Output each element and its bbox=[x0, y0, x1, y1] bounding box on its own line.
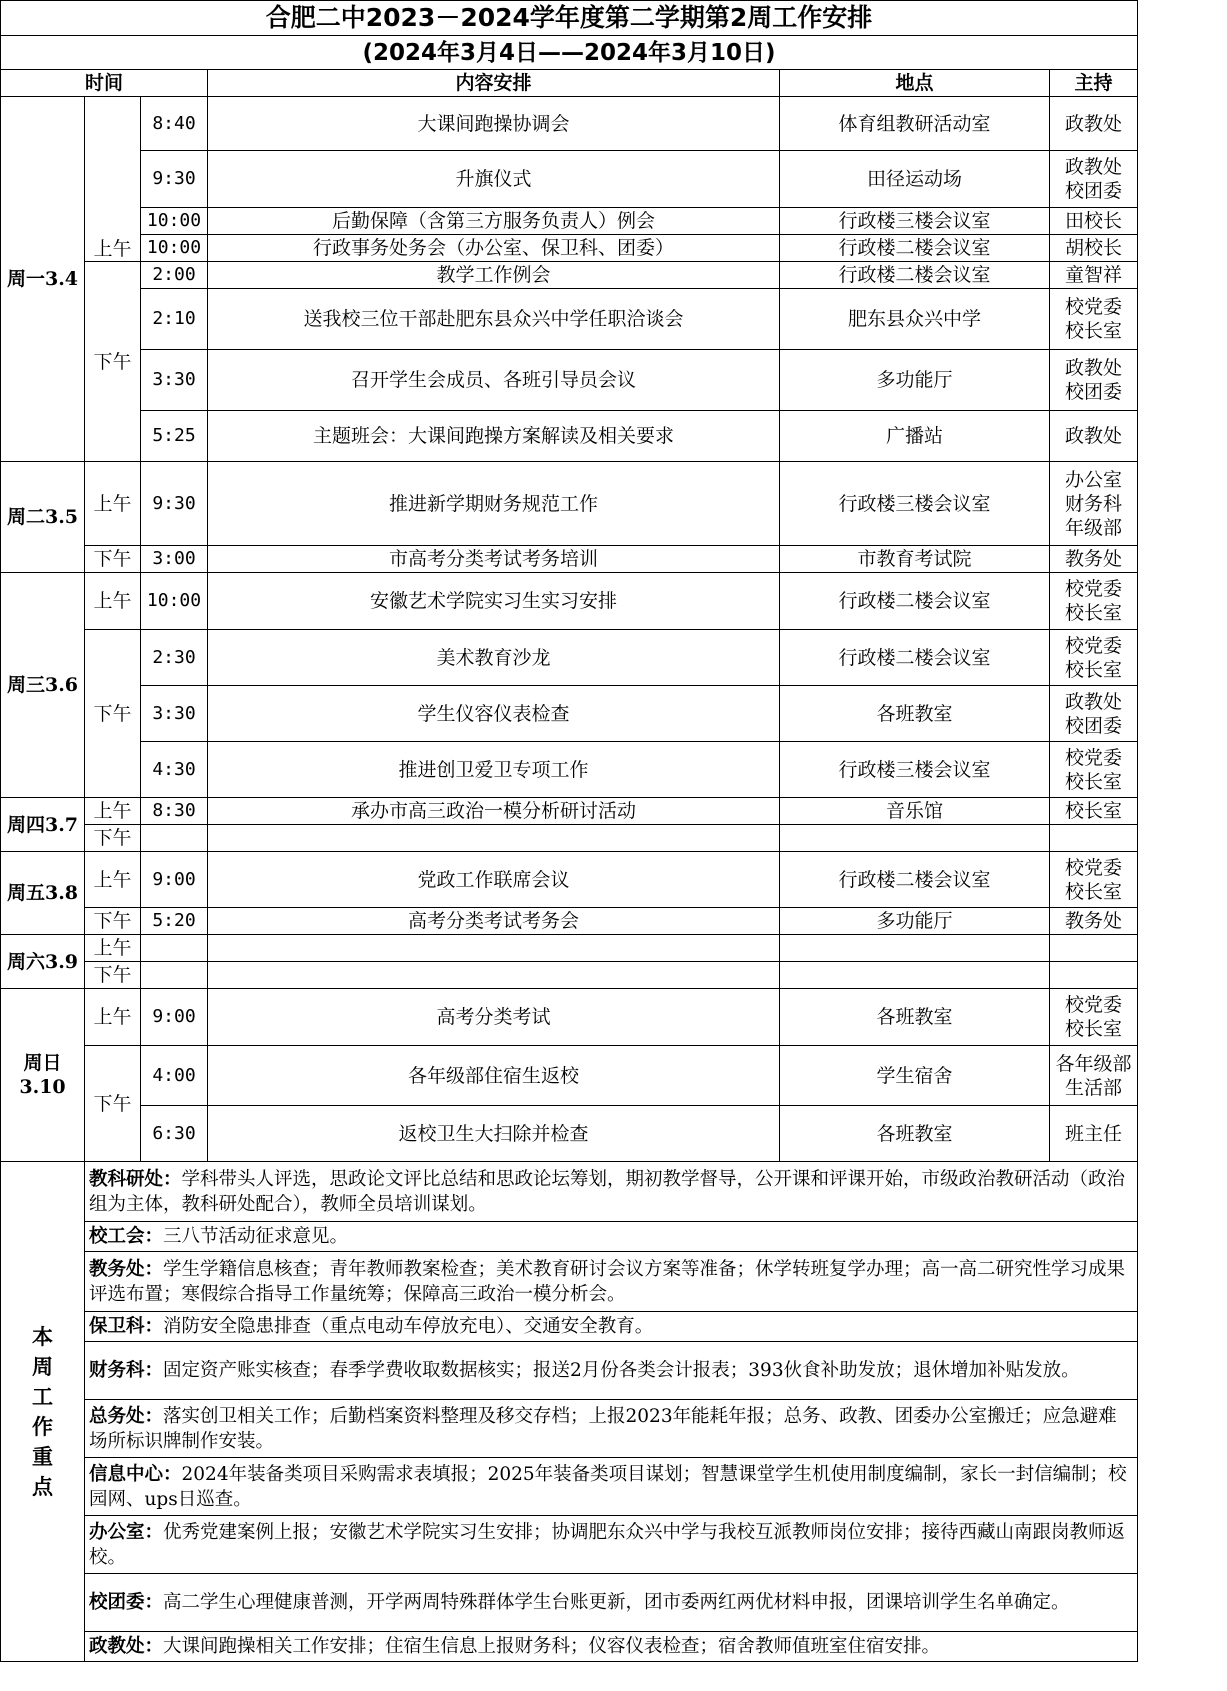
page-title: 合肥二中2023－2024学年度第二学期第2周工作安排 bbox=[1, 1, 1138, 36]
table-row bbox=[1, 686, 1227, 742]
focus-dept: 保卫科： bbox=[89, 1316, 164, 1337]
cell-place: 行政楼二楼会议室 bbox=[780, 852, 1050, 908]
cell-content: 送我校三位干部赴肥东县众兴中学任职洽谈会 bbox=[208, 289, 780, 350]
focus-row bbox=[1, 1632, 1227, 1662]
period-pm: 下午 bbox=[85, 825, 141, 852]
cell-host: 胡校长 bbox=[1050, 235, 1138, 262]
cell-host: 童智祥 bbox=[1050, 262, 1138, 289]
focus-item bbox=[85, 1222, 1138, 1252]
focus-text: 学科带头人评选，思政论文评比总结和思政论坛筹划，期初教学督导，公开课和评课开始，市级政治教研活动（政治组为主体，教科研处配合），教师全员培训谋划。 bbox=[89, 1168, 1126, 1215]
focus-dept: 教科研处： bbox=[89, 1168, 182, 1190]
cell-host: 班主任 bbox=[1050, 1106, 1138, 1162]
cell-host: 各年级部 生活部 bbox=[1050, 1046, 1138, 1106]
cell-host: 校党委 校长室 bbox=[1050, 630, 1138, 686]
focus-row bbox=[1, 1312, 1227, 1342]
cell-place: 田径运动场 bbox=[780, 151, 1050, 208]
cell-content: 教学工作例会 bbox=[208, 262, 780, 289]
focus-row bbox=[1, 1516, 1227, 1574]
focus-item bbox=[85, 1458, 1138, 1516]
cell-time: 9:00 bbox=[141, 852, 208, 908]
day-label: 周五3.8 bbox=[1, 852, 85, 935]
cell-host: 校长室 bbox=[1050, 798, 1138, 825]
table-row bbox=[1, 573, 1227, 630]
focus-item bbox=[85, 1574, 1138, 1632]
period-am: 上午 bbox=[85, 852, 141, 908]
cell-place: 市教育考试院 bbox=[780, 546, 1050, 573]
cell-host: 教务处 bbox=[1050, 546, 1138, 573]
focus-text: 固定资产账实核查；春季学费收取数据核实；报送2月份各类会计报表；393伙食补助发放；退休增加补贴发放。 bbox=[163, 1360, 1080, 1381]
cell-time: 4:00 bbox=[141, 1046, 208, 1106]
focus-row bbox=[1, 1342, 1227, 1400]
cell-content: 市高考分类考试考务培训 bbox=[208, 546, 780, 573]
table-row bbox=[1, 262, 1227, 289]
focus-dept: 校团委： bbox=[89, 1592, 164, 1613]
cell-content: 推进创卫爱卫专项工作 bbox=[208, 742, 780, 798]
cell-time: 3:30 bbox=[141, 686, 208, 742]
cell-host: 校党委 校长室 bbox=[1050, 852, 1138, 908]
focus-dept: 财务科： bbox=[89, 1360, 164, 1381]
cell-time: 8:30 bbox=[141, 798, 208, 825]
header-place: 地点 bbox=[780, 70, 1050, 97]
cell-place: 广播站 bbox=[780, 411, 1050, 462]
cell-time: 4:30 bbox=[141, 742, 208, 798]
cell-host: 田校长 bbox=[1050, 208, 1138, 235]
focus-item bbox=[85, 1632, 1138, 1662]
period-am: 上午 bbox=[85, 573, 141, 630]
cell-place: 行政楼三楼会议室 bbox=[780, 208, 1050, 235]
cell-time: 2:30 bbox=[141, 630, 208, 686]
period-am: 上午 bbox=[85, 798, 141, 825]
cell-content: 主题班会：大课间跑操方案解读及相关要求 bbox=[208, 411, 780, 462]
cell-content: 各年级部住宿生返校 bbox=[208, 1046, 780, 1106]
table-row bbox=[1, 989, 1227, 1046]
focus-item bbox=[85, 1342, 1138, 1400]
table-row bbox=[1, 411, 1227, 462]
cell-host: 政教处 bbox=[1050, 411, 1138, 462]
cell-place: 音乐馆 bbox=[780, 798, 1050, 825]
cell-content: 后勤保障（含第三方服务负责人）例会 bbox=[208, 208, 780, 235]
cell-place: 各班教室 bbox=[780, 1106, 1050, 1162]
cell-content: 大课间跑操协调会 bbox=[208, 97, 780, 151]
period-pm: 下午 bbox=[85, 908, 141, 935]
cell-content: 学生仪容仪表检查 bbox=[208, 686, 780, 742]
cell-time: 3:30 bbox=[141, 350, 208, 411]
header-host: 主持 bbox=[1050, 70, 1138, 97]
cell-host: 校党委 校长室 bbox=[1050, 573, 1138, 630]
period-am: 上午 bbox=[85, 989, 141, 1046]
cell-content: 升旗仪式 bbox=[208, 151, 780, 208]
focus-dept: 信息中心： bbox=[89, 1463, 182, 1485]
cell-place: 各班教室 bbox=[780, 989, 1050, 1046]
period-pm: 下午 bbox=[85, 262, 141, 462]
cell-time: 5:25 bbox=[141, 411, 208, 462]
period-pm: 下午 bbox=[85, 962, 141, 989]
table-row bbox=[1, 350, 1227, 411]
cell-time: 9:00 bbox=[141, 989, 208, 1046]
cell-place: 行政楼二楼会议室 bbox=[780, 262, 1050, 289]
cell-time: 8:40 bbox=[141, 97, 208, 151]
cell-host: 校党委 校长室 bbox=[1050, 289, 1138, 350]
table-row bbox=[1, 235, 1227, 262]
cell-host: 政教处 校团委 bbox=[1050, 686, 1138, 742]
cell-place: 行政楼二楼会议室 bbox=[780, 573, 1050, 630]
focus-label: 本 周 工 作 重 点 bbox=[1, 1162, 85, 1662]
focus-item bbox=[85, 1162, 1138, 1222]
day-label: 周一3.4 bbox=[1, 97, 85, 462]
day-label: 周二3.5 bbox=[1, 462, 85, 573]
period-pm: 下午 bbox=[85, 1046, 141, 1162]
focus-row bbox=[1, 1252, 1227, 1312]
table-row bbox=[1, 1106, 1227, 1162]
table-row bbox=[1, 462, 1227, 546]
cell-host: 校党委 校长室 bbox=[1050, 989, 1138, 1046]
cell-time: 10:00 bbox=[141, 573, 208, 630]
focus-dept: 办公室： bbox=[89, 1521, 164, 1543]
focus-text: 优秀党建案例上报；安徽艺术学院实习生安排；协调肥东众兴中学与我校互派教师岗位安排；接待西藏山南跟岗教师返校。 bbox=[89, 1521, 1126, 1568]
cell-content: 推进新学期财务规范工作 bbox=[208, 462, 780, 546]
cell-host: 政教处 bbox=[1050, 97, 1138, 151]
table-row bbox=[1, 852, 1227, 908]
table-row bbox=[1, 151, 1227, 208]
day-label: 周六3.9 bbox=[1, 935, 85, 989]
focus-row bbox=[1, 1222, 1227, 1252]
table-row bbox=[1, 289, 1227, 350]
table-row bbox=[1, 630, 1227, 686]
cell-place: 体育组教研活动室 bbox=[780, 97, 1050, 151]
cell-host: 校党委 校长室 bbox=[1050, 742, 1138, 798]
focus-text: 学生学籍信息核查；青年教师教案检查；美术教育研讨会议方案等准备；休学转班复学办理；高一高二研究性学习成果评选布置；寒假综合指导工作量统筹；保障高三政治一模分析会。 bbox=[89, 1258, 1126, 1305]
cell-place: 行政楼三楼会议室 bbox=[780, 742, 1050, 798]
focus-text: 落实创卫相关工作；后勤档案资料整理及移交存档；上报2023年能耗年报；总务、政教、团委办公室搬迁；应急避难场所标识牌制作安装。 bbox=[89, 1405, 1117, 1452]
focus-text: 三八节活动征求意见。 bbox=[163, 1226, 349, 1247]
cell-time: 5:20 bbox=[141, 908, 208, 935]
focus-dept: 政教处： bbox=[89, 1636, 164, 1657]
day-label: 周四3.7 bbox=[1, 798, 85, 852]
focus-text: 2024年装备类项目采购需求表填报；2025年装备类项目谋划；智慧课堂学生机使用制度编制，家长一封信编制；校园网、ups日巡查。 bbox=[89, 1463, 1127, 1510]
day-label: 周三3.6 bbox=[1, 573, 85, 798]
focus-text: 大课间跑操相关工作安排；住宿生信息上报财务科；仪容仪表检查；宿舍教师值班室住宿安排。 bbox=[163, 1636, 941, 1657]
period-am: 上午 bbox=[85, 935, 141, 962]
cell-content: 返校卫生大扫除并检查 bbox=[208, 1106, 780, 1162]
focus-row bbox=[1, 1458, 1227, 1516]
table-row bbox=[1, 825, 1227, 852]
table-row bbox=[1, 908, 1227, 935]
cell-time: 2:10 bbox=[141, 289, 208, 350]
table-row bbox=[1, 962, 1227, 989]
cell-time: 9:30 bbox=[141, 462, 208, 546]
cell-content: 承办市高三政治一模分析研讨活动 bbox=[208, 798, 780, 825]
cell-content: 党政工作联席会议 bbox=[208, 852, 780, 908]
cell-time: 3:00 bbox=[141, 546, 208, 573]
period-am: 上午 bbox=[85, 97, 141, 262]
table-row bbox=[1, 935, 1227, 962]
cell-place: 学生宿舍 bbox=[780, 1046, 1050, 1106]
cell-content: 高考分类考试 bbox=[208, 989, 780, 1046]
focus-row bbox=[1, 1162, 1227, 1222]
table-row bbox=[1, 798, 1227, 825]
table-row bbox=[1, 546, 1227, 573]
cell-content: 安徽艺术学院实习生实习安排 bbox=[208, 573, 780, 630]
focus-dept: 教务处： bbox=[89, 1258, 164, 1280]
focus-dept: 校工会： bbox=[89, 1226, 164, 1247]
cell-host: 政教处 校团委 bbox=[1050, 350, 1138, 411]
table-row bbox=[1, 208, 1227, 235]
header-time: 时间 bbox=[1, 70, 208, 97]
day-label: 周日 3.10 bbox=[1, 989, 85, 1162]
period-pm: 下午 bbox=[85, 546, 141, 573]
cell-time: 10:00 bbox=[141, 235, 208, 262]
cell-time: 2:00 bbox=[141, 262, 208, 289]
focus-item bbox=[85, 1400, 1138, 1458]
cell-place: 肥东县众兴中学 bbox=[780, 289, 1050, 350]
focus-text: 消防安全隐患排查（重点电动车停放充电）、交通安全教育。 bbox=[163, 1316, 654, 1337]
table-row bbox=[1, 97, 1227, 151]
cell-place: 各班教室 bbox=[780, 686, 1050, 742]
period-am: 上午 bbox=[85, 462, 141, 546]
cell-place: 行政楼二楼会议室 bbox=[780, 235, 1050, 262]
cell-host: 政教处 校团委 bbox=[1050, 151, 1138, 208]
focus-item bbox=[85, 1312, 1138, 1342]
focus-dept: 总务处： bbox=[89, 1405, 164, 1427]
cell-place: 行政楼三楼会议室 bbox=[780, 462, 1050, 546]
cell-content: 美术教育沙龙 bbox=[208, 630, 780, 686]
header-content: 内容安排 bbox=[208, 70, 780, 97]
focus-item bbox=[85, 1516, 1138, 1574]
cell-host: 教务处 bbox=[1050, 908, 1138, 935]
cell-content: 行政事务处务会（办公室、保卫科、团委） bbox=[208, 235, 780, 262]
cell-place: 多功能厅 bbox=[780, 350, 1050, 411]
cell-time: 10:00 bbox=[141, 208, 208, 235]
focus-text: 高二学生心理健康普测，开学两周特殊群体学生台账更新，团市委两红两优材料申报，团课培训学生名单确定。 bbox=[163, 1592, 1070, 1613]
focus-row bbox=[1, 1574, 1227, 1632]
focus-item bbox=[85, 1252, 1138, 1312]
cell-place: 多功能厅 bbox=[780, 908, 1050, 935]
focus-row bbox=[1, 1400, 1227, 1458]
cell-content: 召开学生会成员、各班引导员会议 bbox=[208, 350, 780, 411]
cell-time: 9:30 bbox=[141, 151, 208, 208]
table-row bbox=[1, 742, 1227, 798]
table-row bbox=[1, 1046, 1227, 1106]
cell-time: 6:30 bbox=[141, 1106, 208, 1162]
cell-place: 行政楼二楼会议室 bbox=[780, 630, 1050, 686]
cell-host: 办公室 财务科 年级部 bbox=[1050, 462, 1138, 546]
period-pm: 下午 bbox=[85, 630, 141, 798]
date-range: (2024年3月4日——2024年3月10日) bbox=[1, 36, 1138, 70]
cell-content: 高考分类考试考务会 bbox=[208, 908, 780, 935]
